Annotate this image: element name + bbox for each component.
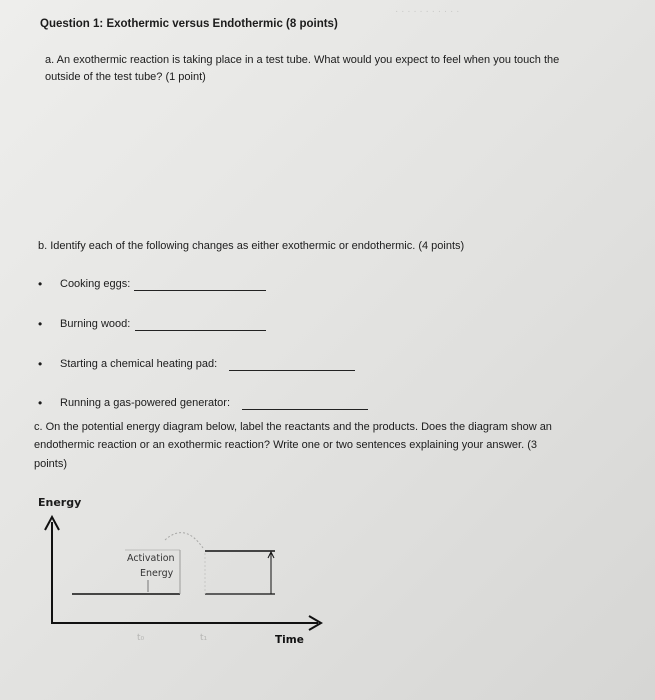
activation-curve — [165, 533, 203, 548]
activation-label-line-2: Energy — [140, 568, 174, 579]
tick-label-end: t₁ — [200, 633, 208, 643]
activation-label-line-1: Activation — [127, 553, 175, 564]
bullet-icon: • — [38, 357, 43, 371]
item-label-cooking-eggs: Cooking eggs: — [60, 278, 131, 290]
part-c-text-line-2: endothermic reaction or an exothermic reaction? Write one or two sentences explaining your answer. (3 — [34, 439, 538, 451]
part-a-text-line-2: outside of the test tube? (1 point) — [45, 71, 206, 83]
y-axis-label: Energy — [38, 496, 82, 509]
bleed-through-text: · · · · · · · · · · · — [395, 6, 460, 17]
question-title: Question 1: Exothermic versus Endothermic (8 points) — [40, 18, 338, 30]
part-c-text-line-1: c. On the potential energy diagram below, label the reactants and the products. Does the diagram show an — [34, 421, 552, 433]
item-label-burning-wood: Burning wood: — [60, 318, 131, 330]
bullet-icon: • — [38, 277, 43, 291]
bullet-icon: • — [38, 396, 43, 410]
part-a-text-line-1: a. An exothermic reaction is taking place in a test tube. What would you expect to feel when you touch the — [45, 54, 560, 66]
tick-label-start: t₀ — [137, 633, 145, 643]
bullet-icon: • — [38, 317, 43, 331]
item-label-heating-pad: Starting a chemical heating pad: — [60, 358, 218, 370]
x-axis-label: Time — [275, 634, 304, 646]
part-c-text-line-3: points) — [34, 458, 68, 470]
item-label-generator: Running a gas-powered generator: — [60, 397, 231, 409]
part-b-prompt: b. Identify each of the following changes as either exothermic or endothermic. (4 points) — [38, 240, 465, 252]
